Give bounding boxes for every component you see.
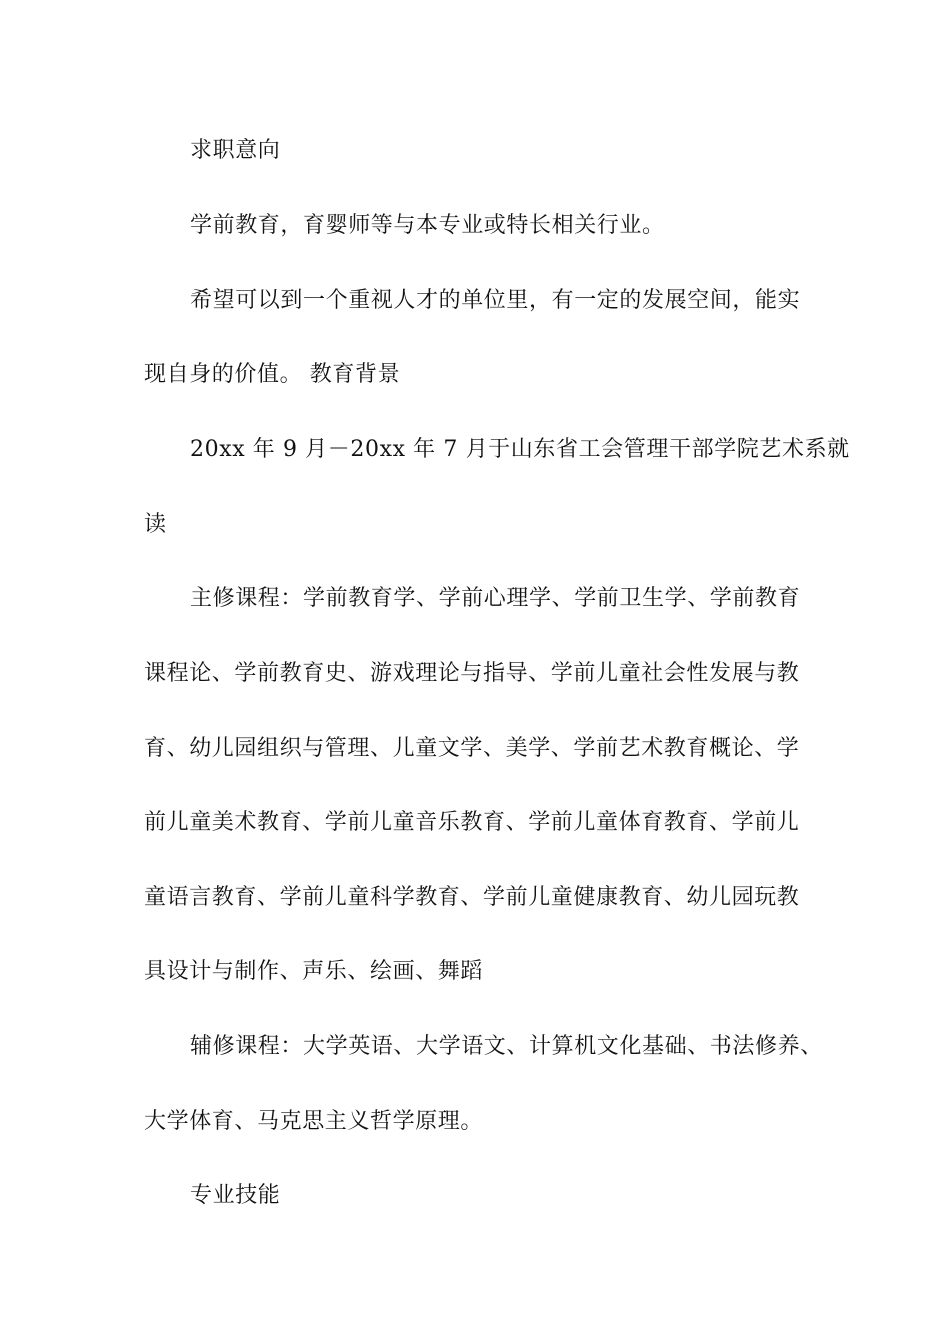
paragraph-line: 育、幼儿园组织与管理、儿童文学、美学、学前艺术教育概论、学	[144, 736, 800, 761]
paragraph-line: 辅修课程：大学英语、大学语文、计算机文化基础、书法修养、	[190, 1034, 823, 1059]
paragraph-line: 大学体育、马克思主义哲学原理。	[144, 1109, 484, 1134]
paragraph-line: 读	[144, 512, 167, 537]
paragraph-line: 童语言教育、学前儿童科学教育、学前儿童健康教育、幼儿园玩教	[144, 885, 800, 910]
paragraph-line: 课程论、学前教育史、游戏理论与指导、学前儿童社会性发展与教	[144, 661, 800, 686]
paragraph-line: 前儿童美术教育、学前儿童音乐教育、学前儿童体育教育、学前儿	[144, 810, 800, 835]
paragraph-line: 学前教育，育婴师等与本专业或特长相关行业。	[190, 213, 665, 238]
paragraph-line: 现自身的价值。 教育背景	[144, 362, 401, 387]
paragraph-line: 20xx 年 9 月－20xx 年 7 月于山东省工会管理干部学院艺术系就	[190, 437, 850, 462]
heading-job-intention: 求职意向	[190, 138, 281, 163]
paragraph-line: 希望可以到一个重视人才的单位里，有一定的发展空间，能实	[190, 288, 801, 313]
paragraph-line: 具设计与制作、声乐、绘画、舞蹈	[144, 959, 484, 984]
paragraph-line: 主修课程：学前教育学、学前心理学、学前卫生学、学前教育	[190, 586, 801, 611]
heading-professional-skills: 专业技能	[190, 1183, 281, 1208]
